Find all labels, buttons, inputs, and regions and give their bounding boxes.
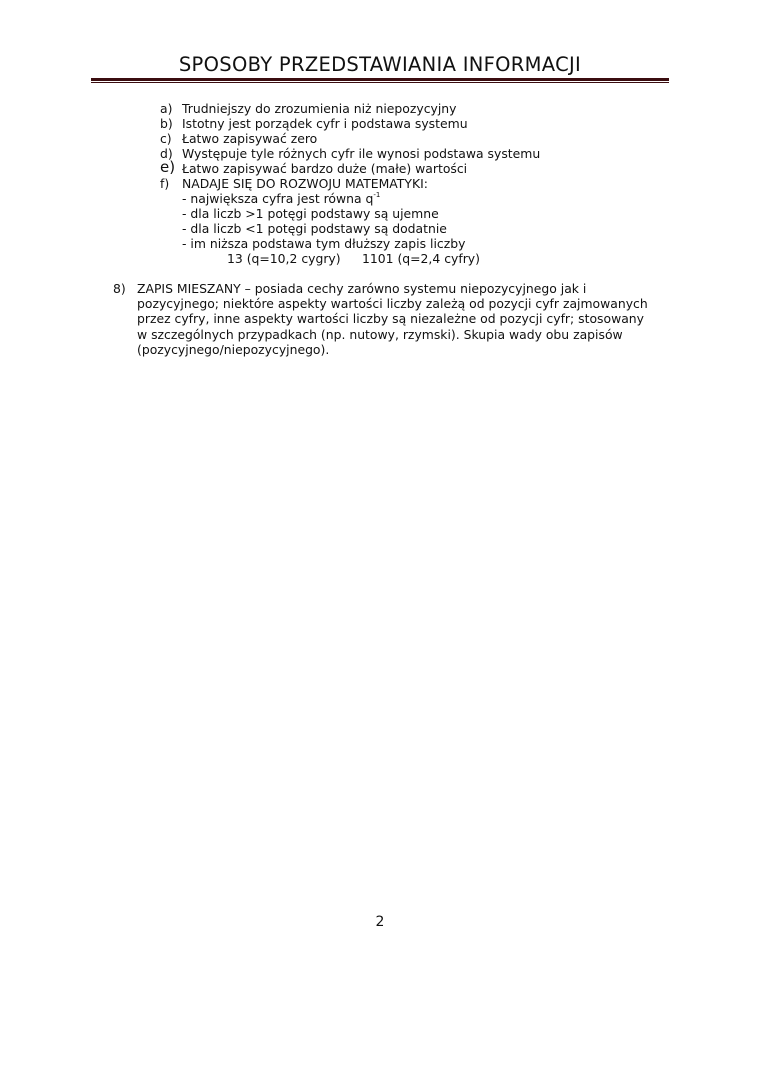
section-8-paragraph [137, 281, 667, 357]
list-marker: f) [160, 176, 170, 191]
sub-item-powers-lt1: - dla liczb <1 potęgi podstawy są dodatnie [182, 221, 447, 236]
list-item: Łatwo zapisywać bardzo duże (małe) wartości [182, 161, 468, 176]
paragraph-line: pozycyjnego; niektóre aspekty wartości liczby zależą od pozycji cyfr zajmowanych [137, 296, 648, 312]
example-binary: 1101 (q=2,4 cyfry) [362, 251, 480, 266]
header-divider-thin [91, 82, 669, 83]
list-item: Łatwo zapisywać zero [182, 131, 318, 146]
paragraph-line: ZAPIS MIESZANY – posiada cechy zarówno systemu niepozycyjnego jak i [137, 281, 587, 296]
paragraph-line: (pozycyjnego/niepozycyjnego). [137, 341, 330, 357]
list-item: NADAJE SIĘ DO ROZWOJU MATEMATYKI: [182, 176, 428, 191]
paragraph-line: w szczególnych przypadkach (np. nutowy, rzymski). Skupia wady obu zapisów [137, 326, 623, 342]
list-marker: c) [160, 131, 172, 146]
sub-item-lower-base: - im niższa podstawa tym dłuższy zapis liczby [182, 236, 466, 251]
superscript-exponent: -1 [373, 191, 381, 199]
sub-item-largest-digit [182, 191, 380, 206]
sub-item-powers-gt1: - dla liczb >1 potęgi podstawy są ujemne [182, 206, 439, 221]
sub-item-text: - największa cyfra jest równa q [182, 191, 374, 206]
page-title: SPOSOBY PRZEDSTAWIANIA INFORMACJI [178, 53, 582, 76]
list-marker: b) [160, 116, 173, 131]
list-item: Występuje tyle różnych cyfr ile wynosi podstawa systemu [182, 146, 541, 161]
paragraph-line: przez cyfry, inne aspekty wartości liczby są niezależne od pozycji cyfr; stosowany [137, 311, 644, 327]
list-marker: d) [160, 146, 173, 161]
section-marker: 8) [113, 281, 126, 296]
list-item: Istotny jest porządek cyfr i podstawa systemu [182, 116, 468, 131]
example-decimal: 13 (q=10,2 cygry) [227, 251, 341, 266]
page-number: 2 [375, 914, 385, 930]
list-marker: e) [160, 158, 176, 176]
list-item: Trudniejszy do zrozumienia niż niepozycyjny [182, 101, 457, 116]
list-marker: a) [160, 101, 173, 116]
header-divider-thick [91, 78, 669, 81]
